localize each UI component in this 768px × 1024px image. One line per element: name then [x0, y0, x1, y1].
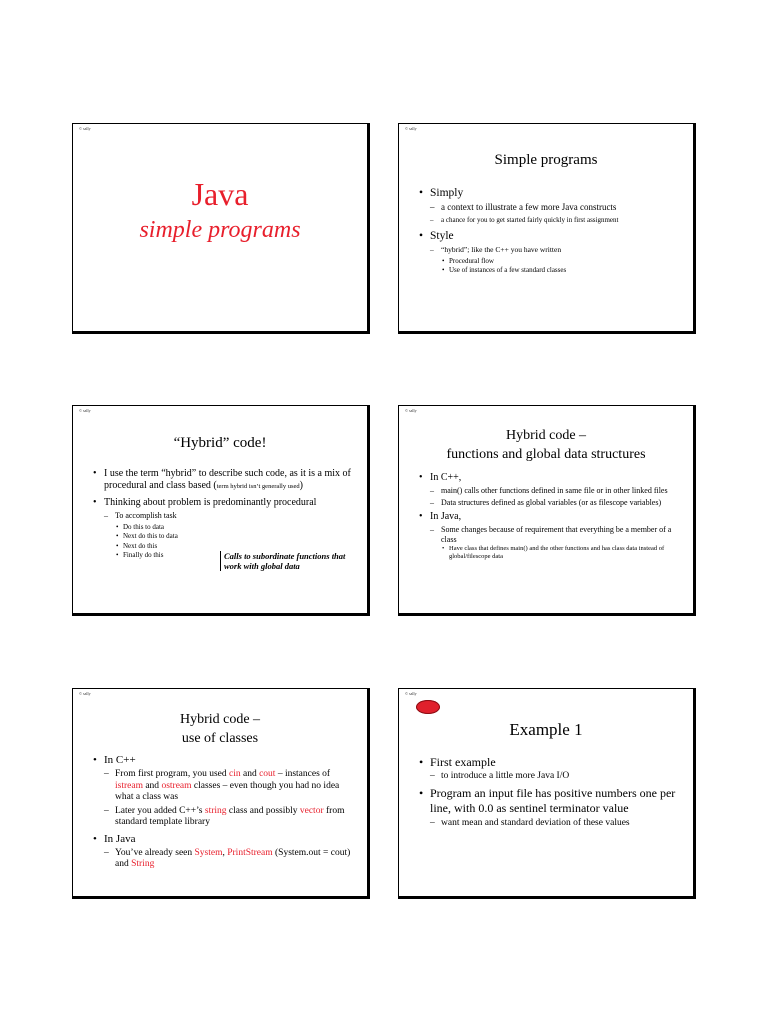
bullet: • First example: [419, 755, 685, 769]
callout-note: Calls to subordinate functions that work with global data: [220, 551, 354, 571]
slide-2: [398, 123, 696, 334]
sub-bullet: – want mean and standard deviation of these values: [430, 818, 630, 828]
slide-3: [72, 405, 370, 616]
slide-1-title: Java: [191, 176, 249, 212]
red-burst-icon: [416, 700, 440, 714]
slide-6-body: [419, 751, 685, 830]
sub-bullet: – You’ve already seen System, PrintStream (System.out = cout) and String: [104, 847, 351, 869]
sub-bullet: – Data structures defined as global variables (or as filescope variables): [430, 497, 662, 507]
bullet: • In Java: [93, 833, 359, 846]
sub-sub-bullet: • Use of instances of a few standard classes: [419, 266, 685, 275]
copyright-label: © sally: [405, 691, 417, 696]
step-item: • Do this to data: [93, 523, 359, 532]
slide-5-title-line-1: Hybrid code –: [179, 712, 261, 727]
slide-5-body: [93, 750, 359, 871]
step-item: • Next do this to data: [93, 532, 359, 541]
copyright-label: © sally: [405, 126, 417, 131]
sub-bullet: – a chance for you to get started fairly quickly in first assignment: [430, 215, 619, 224]
slide-2-body: [419, 182, 685, 275]
slide-5: [72, 688, 370, 899]
step-item: • Next do this: [93, 542, 359, 551]
slide-6: [398, 688, 696, 899]
slide-1: [72, 123, 370, 334]
bullet: • Program an input file has positive numbers one per line, with 0.0 as sentinel terminator value: [419, 786, 685, 816]
sub-bullet: – Later you added C++’s string class and possibly vector from standard template library: [104, 805, 345, 827]
slide-4-title-line-1: Hybrid code –: [505, 428, 587, 443]
slide-1-subtitle: simple programs: [139, 217, 301, 243]
sub-bullet: – To accomplish task: [104, 511, 177, 520]
bullet: • Thinking about problem is predominantly procedural: [93, 497, 359, 509]
slide-6-title: Example 1: [509, 720, 583, 739]
sub-bullet: – a context to illustrate a few more Java constructs: [430, 202, 617, 212]
bullet: • In C++,: [419, 472, 685, 484]
sub-sub-bullet: • Have class that defines main() and the other functions and has class data instead of global/filescope data: [419, 545, 685, 561]
copyright-label: © sally: [405, 408, 417, 413]
sub-sub-bullet: • Procedural flow: [419, 257, 685, 266]
slide-4-body: [419, 468, 685, 561]
bullet: • Simply: [419, 186, 685, 200]
slide-2-title: Simple programs: [494, 152, 598, 168]
bullet: • In Java,: [419, 511, 685, 523]
slide-3-body: [93, 464, 359, 560]
copyright-label: © sally: [79, 408, 91, 413]
copyright-label: © sally: [79, 126, 91, 131]
sub-bullet: – main() calls other functions defined in same file or in other linked files: [430, 486, 668, 495]
step-item: • Finally do this: [93, 551, 359, 560]
slide-4-title-line-2: functions and global data structures: [446, 447, 646, 462]
sub-bullet: – “hybrid”; like the C++ you have written: [430, 245, 562, 254]
bullet: • Style: [419, 229, 685, 243]
slide-5-title-line-2: use of classes: [181, 731, 259, 746]
bullet: • I use the term “hybrid” to describe such code, as it is a mix of procedural and class based (term hybrid isn’t generally used): [93, 468, 359, 493]
copyright-label: © sally: [79, 691, 91, 696]
sub-bullet: – to introduce a little more Java I/O: [430, 771, 570, 781]
slide-3-title: “Hybrid” code!: [173, 435, 267, 451]
slide-4: [398, 405, 696, 616]
bullet: • In C++: [93, 754, 359, 767]
sub-bullet: – Some changes because of requirement that everything be a member of a class: [430, 525, 672, 544]
sub-bullet: – From first program, you used cin and cout – instances of istream and ostream classes – even though you had no idea what a class was: [104, 769, 340, 802]
